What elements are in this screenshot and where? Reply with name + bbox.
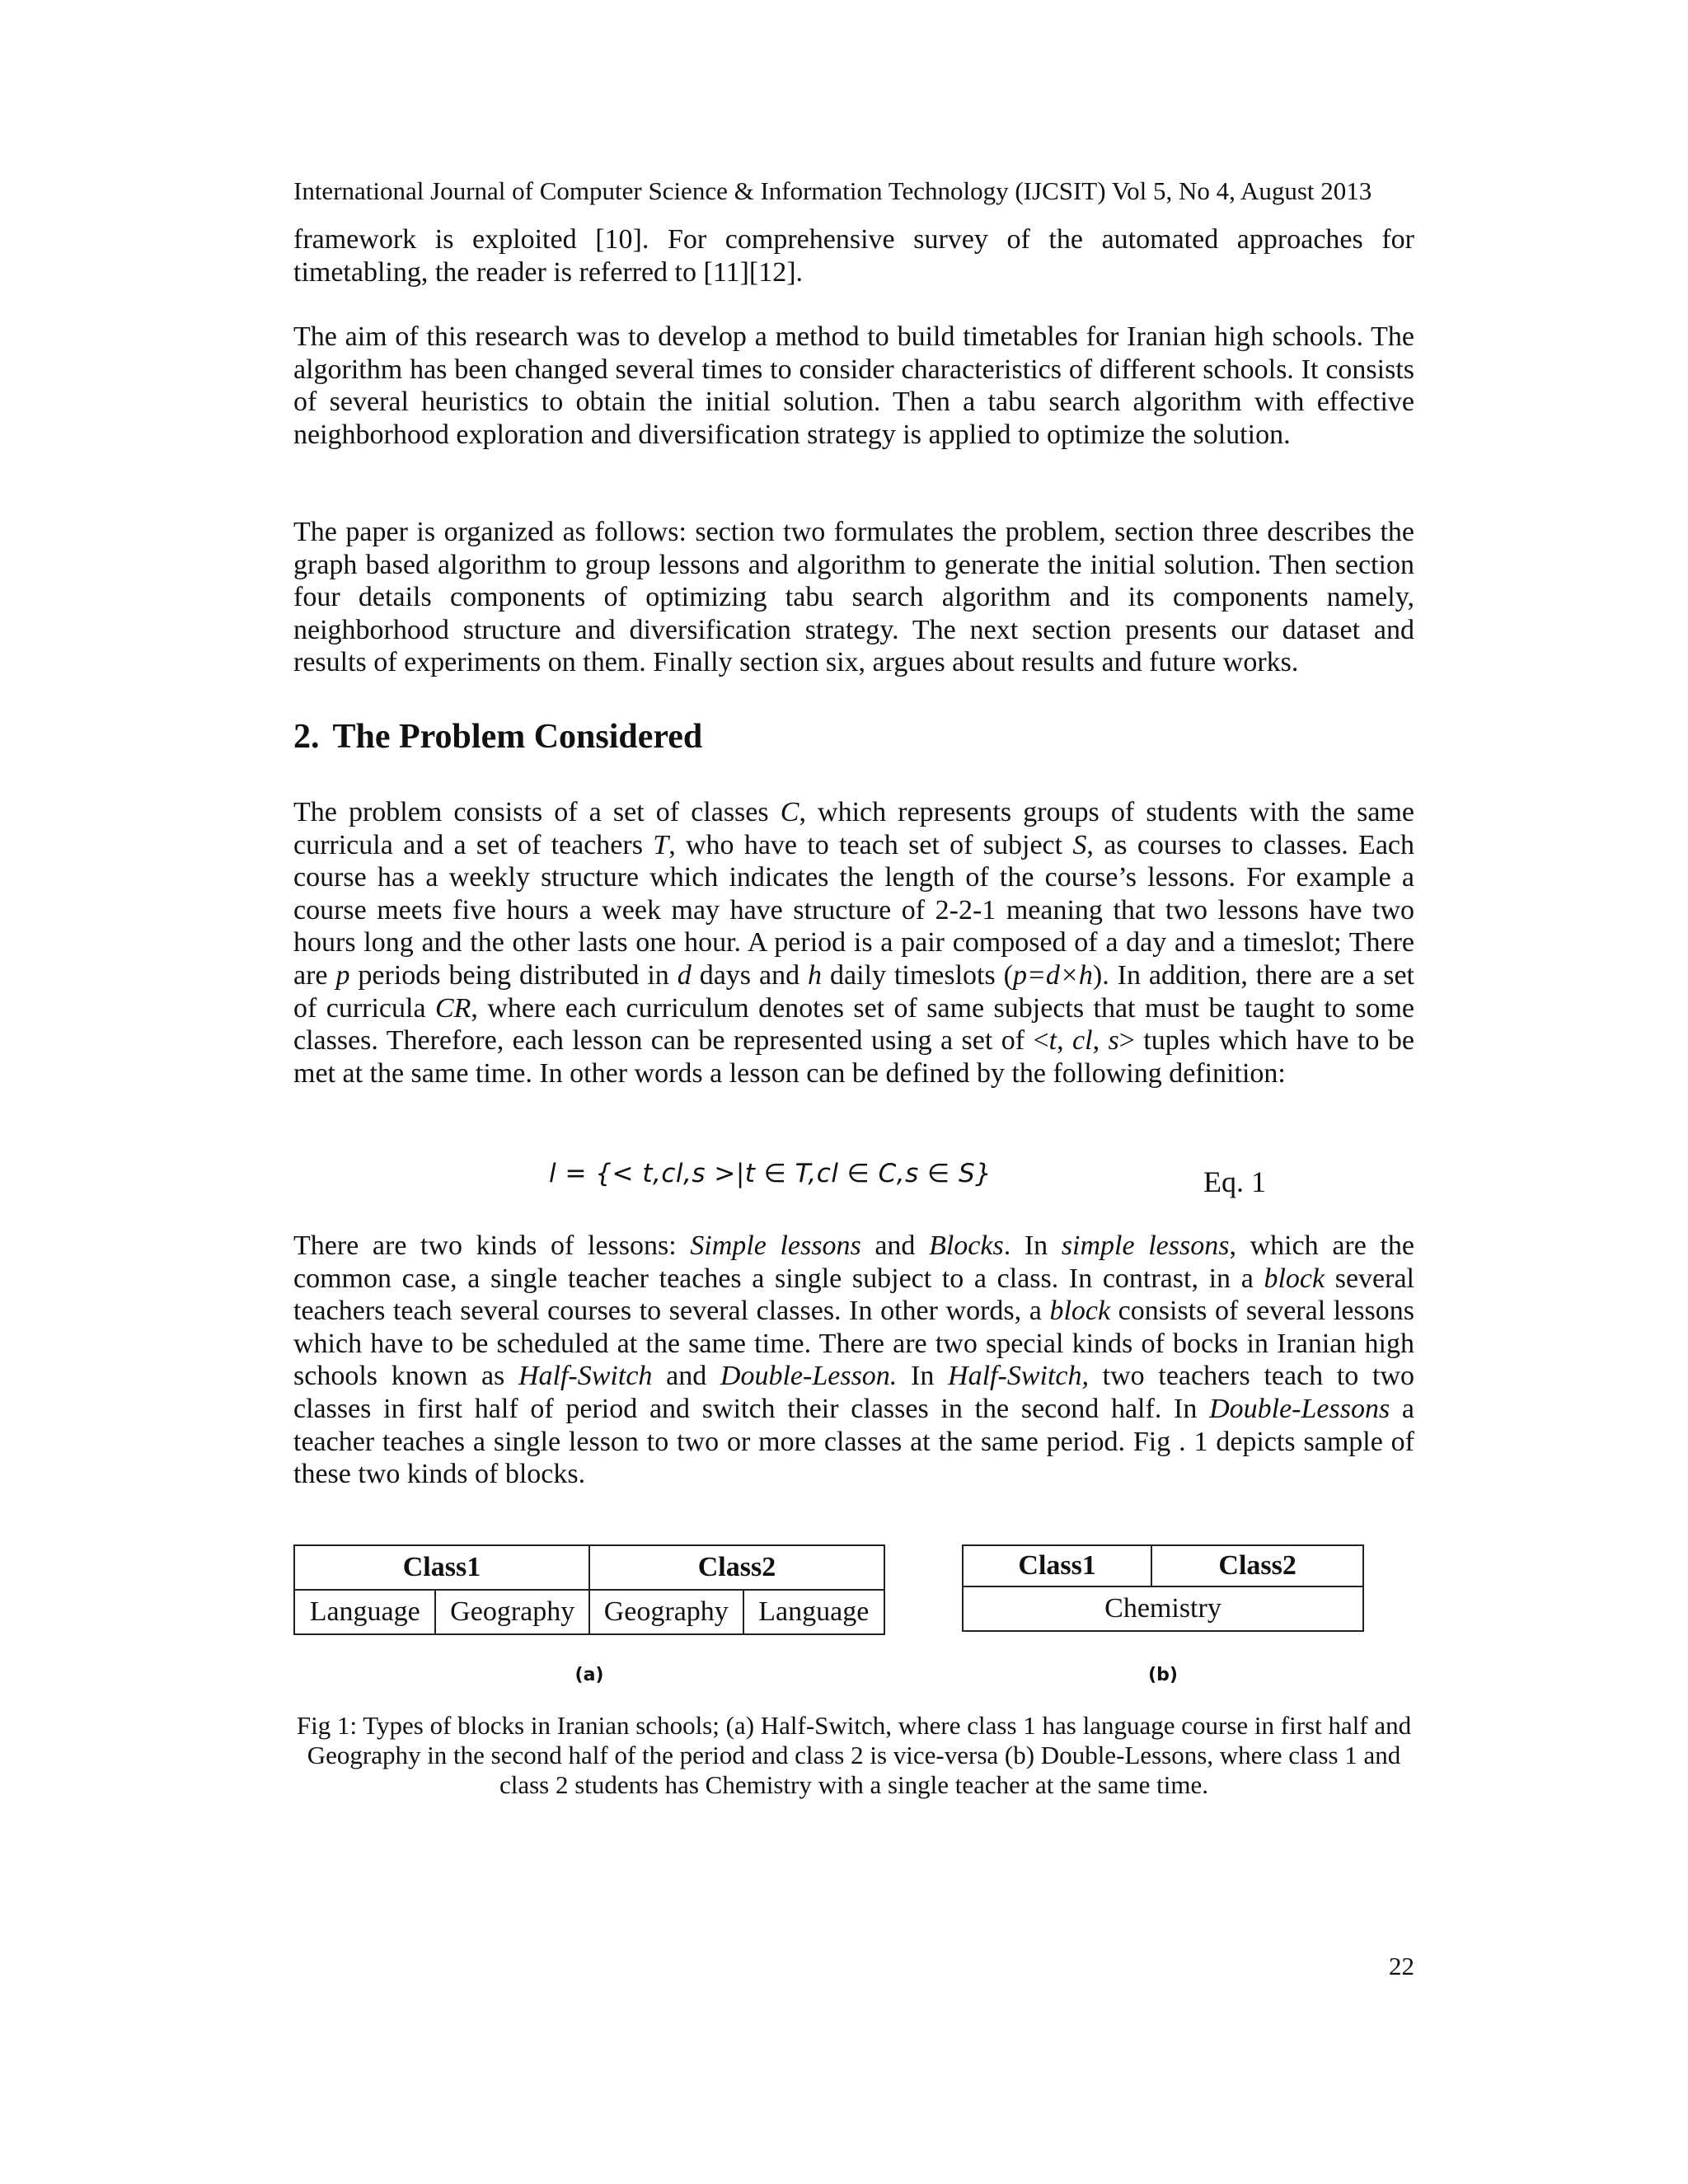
section-number: 2. xyxy=(293,718,320,756)
table-a-cell: Language xyxy=(294,1590,435,1634)
italic-term: simple lessons xyxy=(1061,1230,1230,1261)
math-formula: p=d×h xyxy=(1012,959,1093,991)
text-run: days and xyxy=(691,959,809,991)
text-run: and xyxy=(652,1361,720,1392)
text-run: periods being distributed in xyxy=(349,959,678,991)
italic-term: block xyxy=(1049,1296,1111,1327)
math-var: t xyxy=(1048,1025,1057,1057)
table-b-header-class2: Class2 xyxy=(1151,1545,1363,1586)
table-a-cell: Geography xyxy=(435,1590,589,1634)
math-var: C xyxy=(780,797,799,827)
text-run: , where each curriculum denotes set of same subjects that must be taught to some classes. Therefore, each lesson can be represented using a set of < xyxy=(293,992,1414,1057)
math-var: s xyxy=(1108,1025,1119,1057)
text-run: a teacher teaches a single lesson to two or more classes at the same period. Fig . 1 depicts sample of these two kinds of blocks. xyxy=(293,1393,1414,1490)
text-run: two teachers teach to two classes in first half of period and switch their classes in the second half. In xyxy=(293,1361,1415,1424)
section-heading xyxy=(293,715,702,758)
equation-label: Eq. 1 xyxy=(1203,1165,1266,1198)
intro-paragraph-2-text: The aim of this research was to develop a method to build timetables for Iranian high schools. The algorithm has been changed several times to consider characteristics of different schools. It consists of several heuristics to obtain the initial solution. Then a tabu search algorithm with effective neighborhood exploration and diversification strategy is applied to optimize the solution. xyxy=(293,321,1414,450)
table-a-header-class1: Class1 xyxy=(294,1545,589,1590)
text-run: , which are the common case, a single teacher teaches a single subject to a class. In contrast, in a xyxy=(293,1230,1414,1294)
table-b-cell-chemistry: Chemistry xyxy=(963,1586,1363,1631)
intro-paragraph-3-text: The paper is organized as follows: section two formulates the problem, section three describes the graph based algorithm to group lessons and algorithm to generate the initial solution. Then section four details components of optimizing tabu search algorithm and its components namely, neighborhood structure and diversification strategy. The next section presents our dataset and results of experiments on them. Finally section six, argues about results and future works. xyxy=(293,517,1414,678)
intro-paragraph-1 xyxy=(293,223,1414,288)
text-run: . In xyxy=(1003,1230,1062,1261)
italic-term: Blocks xyxy=(929,1230,1004,1261)
italic-term: Half-Switch, xyxy=(948,1361,1089,1392)
figure-label-a: (a) xyxy=(574,1665,604,1685)
text-run: The problem consists of a set of classes xyxy=(293,797,781,827)
math-var: h xyxy=(808,959,823,991)
intro-paragraph-1-text: framework is exploited [10]. For comprehensive survey of the automated approaches for timetabling, the reader is referred to [11][12]. xyxy=(293,224,1414,288)
blocks-paragraph xyxy=(293,1230,1414,1491)
text-run: several teachers teach several courses to several classes. In other words, a xyxy=(293,1263,1414,1327)
italic-term: Double-Lesson. xyxy=(720,1361,898,1392)
figure-label-b: (b) xyxy=(1148,1665,1178,1685)
intro-paragraph-2 xyxy=(293,321,1414,451)
half-switch-table xyxy=(293,1544,885,1635)
table-b-header-class1: Class1 xyxy=(963,1545,1151,1586)
page-number: 22 xyxy=(1389,1952,1414,1980)
math-var: p xyxy=(335,959,350,991)
section-title: The Problem Considered xyxy=(332,718,703,756)
figure-caption: Fig 1: Types of blocks in Iranian schools; (a) Half-Switch, where class 1 has language course in first half and Geography in the second half of the period and class 2 is vice-versa (b) Double-Lessons, where class 1 and class 2 students has Chemistry with a single teacher at the same time. xyxy=(296,1711,1412,1799)
text-run: In xyxy=(897,1361,949,1392)
table-a-cell: Geography xyxy=(589,1590,743,1634)
text-run: consists of several lessons which have to be scheduled at the same time. There are two special kinds of bocks in Iranian high schools known as xyxy=(293,1296,1414,1392)
math-var: S xyxy=(1072,829,1087,860)
math-var: T xyxy=(653,829,669,860)
italic-term: Simple lessons xyxy=(690,1230,861,1261)
text-run: daily timeslots ( xyxy=(822,959,1013,991)
intro-paragraph-3 xyxy=(293,516,1414,679)
math-var: CR xyxy=(434,992,471,1024)
text-run: , which represents groups of students with the same curricula and a set of teachers xyxy=(293,797,1414,860)
table-a-cell: Language xyxy=(743,1590,884,1634)
text-run: , xyxy=(1092,1025,1109,1057)
text-run: > tuples which have to be met at the same time. In other words a lesson can be defined by the following definition: xyxy=(293,1025,1415,1089)
text-run: and xyxy=(860,1230,930,1261)
running-head: International Journal of Computer Science & Information Technology (IJCSIT) Vol 5, No 4, August 2013 xyxy=(293,176,1372,205)
text-run: ). In addition, there are a set of curricula xyxy=(293,959,1414,1024)
italic-term: block xyxy=(1264,1263,1325,1294)
equation-lesson-definition: l = {< t,cl,s >|t ∈ T,cl ∈ C,s ∈ S} xyxy=(549,1159,992,1188)
math-var: cl xyxy=(1072,1025,1093,1057)
table-a-header-class2: Class2 xyxy=(589,1545,884,1590)
problem-paragraph xyxy=(293,796,1414,1090)
italic-term: Half-Switch xyxy=(518,1361,653,1392)
text-run: There are two kinds of lessons: xyxy=(293,1230,691,1261)
text-run: , as courses to classes. Each course has a weekly structure which indicates the length of the course’s lessons. For example a course meets five hours a week may have structure of 2-2-1 meaning that two lessons have two hours long and the other lasts one hour. A period is a pair composed of a day and a timeslot; There are xyxy=(293,829,1415,991)
text-run: , who have to teach set of subject xyxy=(668,829,1073,860)
text-run: , xyxy=(1057,1025,1073,1057)
math-var: d xyxy=(677,959,692,991)
italic-term: Double-Lessons xyxy=(1209,1393,1390,1424)
double-lesson-table xyxy=(962,1544,1364,1632)
